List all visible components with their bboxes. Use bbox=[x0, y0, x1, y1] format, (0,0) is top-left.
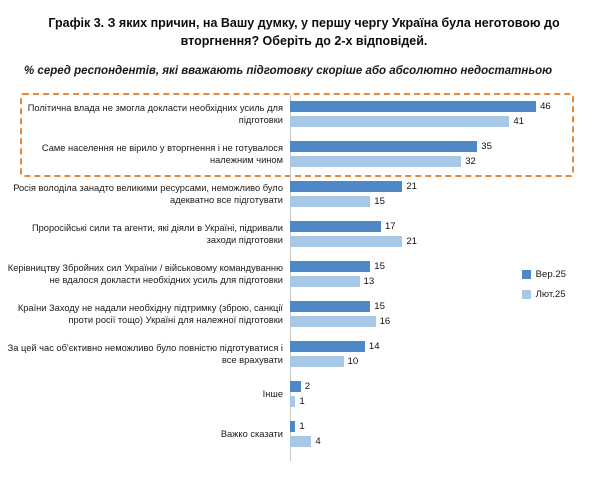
bar-25 bbox=[290, 356, 344, 367]
bar-value-label: 14 bbox=[368, 340, 380, 352]
bar-line bbox=[290, 234, 600, 249]
bar-25 bbox=[290, 381, 301, 392]
bar-25 bbox=[290, 436, 311, 447]
bar-line bbox=[290, 434, 600, 449]
bar-row-bars bbox=[290, 419, 600, 449]
bar-25 bbox=[290, 221, 381, 232]
bar-value-label: 32 bbox=[465, 155, 476, 167]
bar-row-bars bbox=[290, 99, 600, 129]
bar-row-label: Проросійські сили та агенти, які діяли в Україні, підривали заходи підготовки bbox=[31, 222, 283, 246]
bar-line bbox=[290, 339, 600, 354]
bar-row-bars bbox=[290, 379, 600, 409]
bar-value-label: 46 bbox=[540, 100, 551, 112]
bar-value-label: 35 bbox=[481, 140, 492, 152]
row-gap bbox=[0, 329, 600, 339]
bar-25 bbox=[290, 101, 536, 112]
bar-25 bbox=[290, 156, 461, 167]
bar-value-label: 10 bbox=[347, 355, 359, 367]
bar-row-bars bbox=[290, 219, 600, 249]
chart-page bbox=[0, 14, 600, 496]
row-gap bbox=[0, 209, 600, 219]
bar-row-bars bbox=[290, 339, 600, 369]
bar-row bbox=[0, 99, 600, 129]
legend-label-ver25: Вер.25 bbox=[535, 269, 566, 281]
legend-swatch-ver25 bbox=[522, 270, 531, 279]
bar-value-label: 41 bbox=[513, 115, 525, 127]
bar-value-label: 1 bbox=[299, 420, 305, 432]
bar-value-label: 16 bbox=[379, 315, 391, 327]
bar-row-label: Саме населення не вірило у вторгнення і не готувалося належним чином bbox=[41, 142, 283, 166]
bar-25 bbox=[290, 181, 402, 192]
chart-subtitle: % серед респондентів, які вважають підготовку скоріше або абсолютно недостатньою bbox=[24, 65, 553, 78]
bar-row bbox=[0, 259, 600, 289]
bar-value-label: 21 bbox=[406, 235, 418, 247]
bar-row-label: Політична влада не змогла докласти необхідних усиль для підготовки bbox=[27, 102, 283, 126]
bar-line bbox=[290, 194, 600, 209]
bar-25 bbox=[290, 236, 402, 247]
bar-line bbox=[290, 139, 600, 154]
row-gap bbox=[0, 449, 600, 459]
bar-25 bbox=[290, 421, 295, 432]
bar-row-label: Росія володіла занадто великими ресурсами, неможливо було адекватно все підготувати bbox=[13, 182, 283, 206]
bar-row bbox=[0, 219, 600, 249]
bar-25 bbox=[290, 341, 365, 352]
bar-row bbox=[0, 339, 600, 369]
bar-row bbox=[0, 419, 600, 449]
bar-value-label: 15 bbox=[374, 300, 385, 312]
bar-line bbox=[290, 154, 600, 169]
bar-row-bars bbox=[290, 179, 600, 209]
bar-line bbox=[290, 99, 600, 114]
bar-row-label: За цей час об'єктивно неможливо було повністю підготуватися і все врахувати bbox=[7, 342, 283, 366]
bar-value-label: 15 bbox=[374, 195, 385, 207]
bar-rows bbox=[0, 91, 600, 459]
bar-row-label: Країни Заходу не надали необхідну підтримку (зброю, санкції проти росії тощо) Україні для належної підготовки bbox=[17, 302, 283, 326]
bar-row-bars bbox=[290, 139, 600, 169]
row-gap bbox=[0, 169, 600, 179]
bar-row-label: Важко сказати bbox=[220, 429, 283, 440]
legend-item-ver25 bbox=[522, 269, 566, 280]
legend-swatch-lyut25 bbox=[522, 290, 531, 299]
bar-row bbox=[0, 139, 600, 169]
bar-25 bbox=[290, 301, 370, 312]
bar-25 bbox=[290, 261, 370, 272]
row-gap bbox=[0, 289, 600, 299]
bar-line bbox=[290, 394, 600, 409]
chart-plot-area bbox=[0, 91, 600, 463]
row-gap bbox=[0, 369, 600, 379]
bar-row bbox=[0, 179, 600, 209]
bar-value-label: 17 bbox=[384, 220, 396, 232]
bar-value-label: 2 bbox=[304, 380, 311, 392]
bar-row-label: Інше bbox=[262, 389, 283, 400]
row-gap bbox=[0, 249, 600, 259]
bar-25 bbox=[290, 116, 509, 127]
bar-row bbox=[0, 299, 600, 329]
bar-value-label: 1 bbox=[299, 395, 305, 407]
bar-line bbox=[290, 354, 600, 369]
bar-value-label: 13 bbox=[363, 275, 375, 287]
bar-value-label: 15 bbox=[374, 260, 385, 272]
bar-line bbox=[290, 419, 600, 434]
bar-25 bbox=[290, 196, 370, 207]
bar-line bbox=[290, 379, 600, 394]
bar-line bbox=[290, 114, 600, 129]
bar-line bbox=[290, 219, 600, 234]
row-gap bbox=[0, 129, 600, 139]
bar-value-label: 21 bbox=[406, 180, 418, 192]
bar-25 bbox=[290, 396, 295, 407]
chart-legend bbox=[522, 269, 566, 309]
bar-25 bbox=[290, 316, 376, 327]
bar-line bbox=[290, 314, 600, 329]
chart-title: Графік 3. З яких причин, на Вашу думку, у першу чергу Україна була неготовою до вторгнення? Оберіть до 2-х відповідей. bbox=[48, 16, 560, 49]
row-gap bbox=[0, 409, 600, 419]
bar-25 bbox=[290, 141, 477, 152]
bar-25 bbox=[290, 276, 360, 287]
bar-row-label: Керівництву Збройних сил України / військовому командуванню не вдалося докласти необхідних усиль для підготовки bbox=[7, 262, 283, 286]
bar-value-label: 4 bbox=[315, 435, 321, 447]
bar-line bbox=[290, 179, 600, 194]
legend-label-lyut25: Лют.25 bbox=[535, 289, 566, 301]
legend-item-lyut25 bbox=[522, 289, 566, 300]
bar-row bbox=[0, 379, 600, 409]
